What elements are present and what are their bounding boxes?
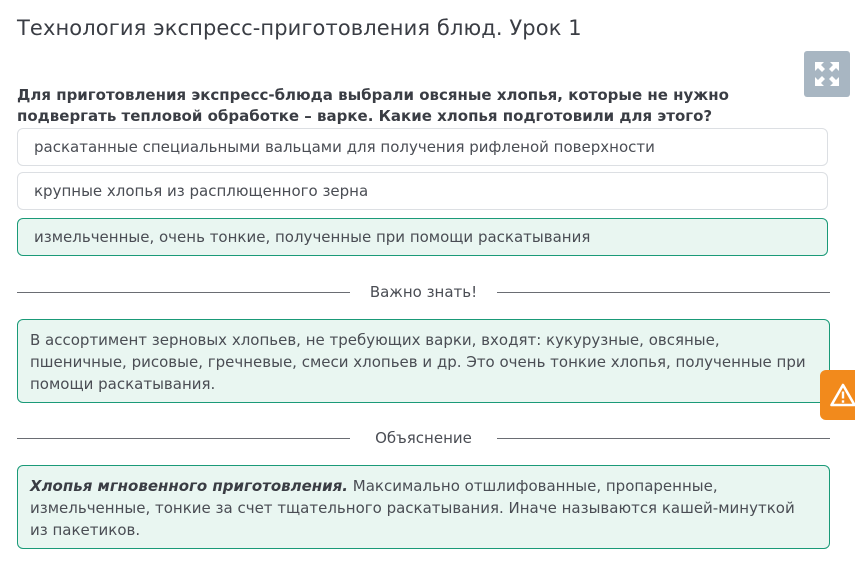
explanation-note — [17, 465, 830, 549]
divider-line — [497, 292, 830, 293]
warning-triangle-icon — [830, 383, 855, 407]
divider-line — [17, 438, 350, 439]
report-problem-button[interactable] — [820, 370, 855, 420]
divider-line — [497, 438, 830, 439]
important-text: В ассортимент зерновых хлопьев, не требующих варки, входят: кукурузные, овсяные, пшеничные, рисовые, гречневые, смеси хлопьев и др. Это очень тонкие хлопья, полученные при помощи раскатывания. — [30, 331, 806, 393]
important-heading: Важно знать! — [369, 283, 478, 301]
page-title: Технология экспресс-приготовления блюд. Урок 1 — [17, 16, 582, 40]
divider-line — [17, 292, 350, 293]
explanation-term: Хлопья мгновенного приготовления. — [30, 477, 348, 495]
important-divider — [17, 282, 830, 302]
important-note — [17, 319, 830, 403]
answer-option-1[interactable] — [17, 128, 828, 166]
answer-option-label: раскатанные специальными вальцами для получения рифленой поверхности — [34, 138, 655, 156]
explanation-divider — [17, 428, 830, 448]
answer-option-label: крупные хлопья из расплющенного зерна — [34, 182, 369, 200]
expand-arrows-icon — [814, 61, 840, 87]
answer-option-2[interactable] — [17, 172, 828, 210]
explanation-heading: Объяснение — [375, 429, 472, 447]
explanation-text: Максимально отшлифованные, пропаренные, измельченные, тонкие за счет тщательного раскатывания. Иначе называются кашей-минуткой из пакетиков. — [30, 477, 795, 539]
answer-option-3-correct[interactable] — [17, 218, 828, 256]
question-text: Для приготовления экспресс-блюда выбрали овсяные хлопья, которые не нужно подвергать тепловой обработке – варке. Какие хлопья подготовили для этого? — [17, 86, 729, 125]
answer-option-label: измельченные, очень тонкие, полученные при помощи раскатывания — [34, 228, 591, 246]
